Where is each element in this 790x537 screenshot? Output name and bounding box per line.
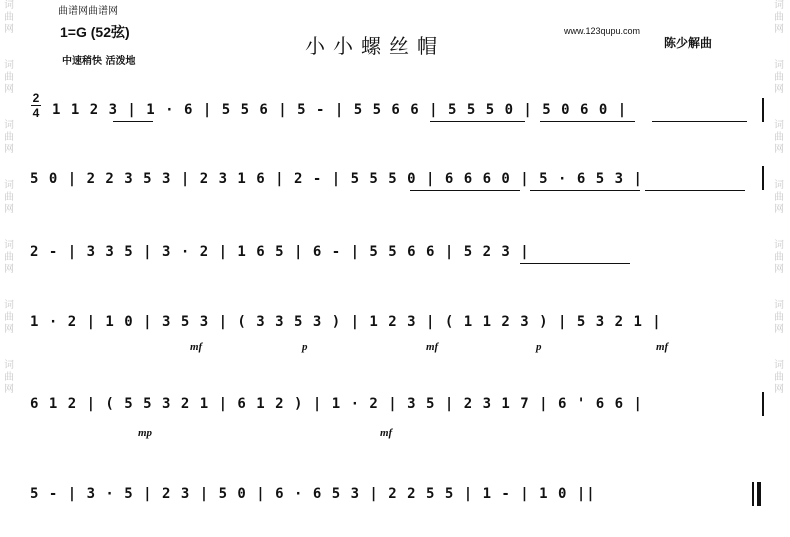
dynamic-marking: mf [380,427,393,439]
watermark-char: 曲 [774,192,784,203]
watermark-char: 词 [4,360,14,371]
watermark-char: 曲 [774,312,784,323]
beam-line [645,190,745,191]
watermark-char: 曲 [4,252,14,263]
watermark-char: 曲 [774,72,784,83]
watermark-char: 曲 [4,192,14,203]
site-label: 曲谱网曲谱网 [58,6,118,17]
tempo-marking: 中速稍快 活泼地 [62,56,136,67]
watermark-char: 词 [4,60,14,71]
time-signature-bottom: 4 [32,106,40,120]
beam-line [113,121,153,122]
watermark-char: 网 [774,384,784,395]
watermark-char: 词 [774,60,784,71]
watermark-char: 网 [4,204,14,215]
watermark-char: 网 [4,144,14,155]
notation-line-4: 1 · 2 | 1 0 | 3 5 3 | ( 3 3 5 3 ) | 1 2 3 | ( 1 1 2 3 ) | 5 3 2 1 | [30,314,662,330]
bar-line [762,166,764,190]
notation-line-3: 2 - | 3 3 5 | 3 · 2 | 1 6 5 | 6 - | 5 5 6 6 | 5 2 3 | [30,244,530,260]
watermark-char: 网 [4,324,14,335]
time-signature-top: 2 [32,91,40,105]
watermark-char: 词 [4,180,14,191]
watermark-char: 词 [4,0,14,11]
watermark-char: 网 [4,264,14,275]
watermark-char: 曲 [4,72,14,83]
beam-line [430,121,525,122]
page-title: 小小螺丝帽 [305,34,445,58]
watermark-left [2,0,16,537]
beam-line [540,121,635,122]
notation-line-1: 1 1 2 3 | 1 · 6 | 5 5 6 | 5 - | 5 5 6 6 | 5 5 5 0 | 5 0 6 0 | [52,102,628,118]
watermark-right [772,0,786,537]
source-url: www.123qupu.com [564,26,641,36]
watermark-char: 网 [774,144,784,155]
watermark-char: 曲 [4,312,14,323]
watermark-char: 词 [4,300,14,311]
watermark-char: 曲 [774,252,784,263]
notation-line-5: 6 1 2 | ( 5 5 3 2 1 | 6 1 2 ) | 1 · 2 | 3 5 | 2 3 1 7 | 6 ' 6 6 | [30,396,643,412]
bar-line [762,98,764,122]
watermark-char: 网 [4,84,14,95]
composer: 陈少解曲 [664,36,713,50]
watermark-char: 词 [774,300,784,311]
watermark-char: 词 [774,360,784,371]
notation-line-2: 5 0 | 2 2 3 5 3 | 2 3 1 6 | 2 - | 5 5 5 0 | 6 6 6 0 | 5 · 6 5 3 | [30,171,643,187]
watermark-char: 词 [774,0,784,11]
bar-line [762,392,764,416]
dynamic-marking: p [536,341,542,353]
dynamic-marking: mf [190,341,203,353]
watermark-char: 网 [774,24,784,35]
watermark-char: 网 [774,324,784,335]
watermark-char: 词 [774,180,784,191]
watermark-char: 曲 [774,12,784,23]
dynamic-marking: mf [656,341,669,353]
final-bar-thin [752,482,754,506]
beam-line [410,190,520,191]
watermark-char: 曲 [4,12,14,23]
watermark-char: 词 [4,120,14,131]
beam-line [530,190,640,191]
watermark-char: 曲 [774,372,784,383]
time-signature [31,92,41,119]
dynamic-marking: p [302,341,308,353]
beam-line [652,121,747,122]
key-signature: 1=G (52弦) [60,24,130,40]
watermark-char: 词 [4,240,14,251]
final-bar-thick [757,482,761,506]
watermark-char: 词 [774,120,784,131]
beam-line [520,263,630,264]
watermark-char: 网 [4,24,14,35]
watermark-char: 网 [774,264,784,275]
dynamic-marking: mp [138,427,153,439]
watermark-char: 曲 [4,372,14,383]
watermark-char: 曲 [4,132,14,143]
watermark-char: 网 [4,384,14,395]
watermark-char: 曲 [774,132,784,143]
notation-line-6: 5 - | 3 · 5 | 2 3 | 5 0 | 6 · 6 5 3 | 2 2 5 5 | 1 - | 1 0 || [30,486,596,502]
dynamic-marking: mf [426,341,439,353]
watermark-char: 词 [774,240,784,251]
watermark-char: 网 [774,204,784,215]
watermark-char: 网 [774,84,784,95]
